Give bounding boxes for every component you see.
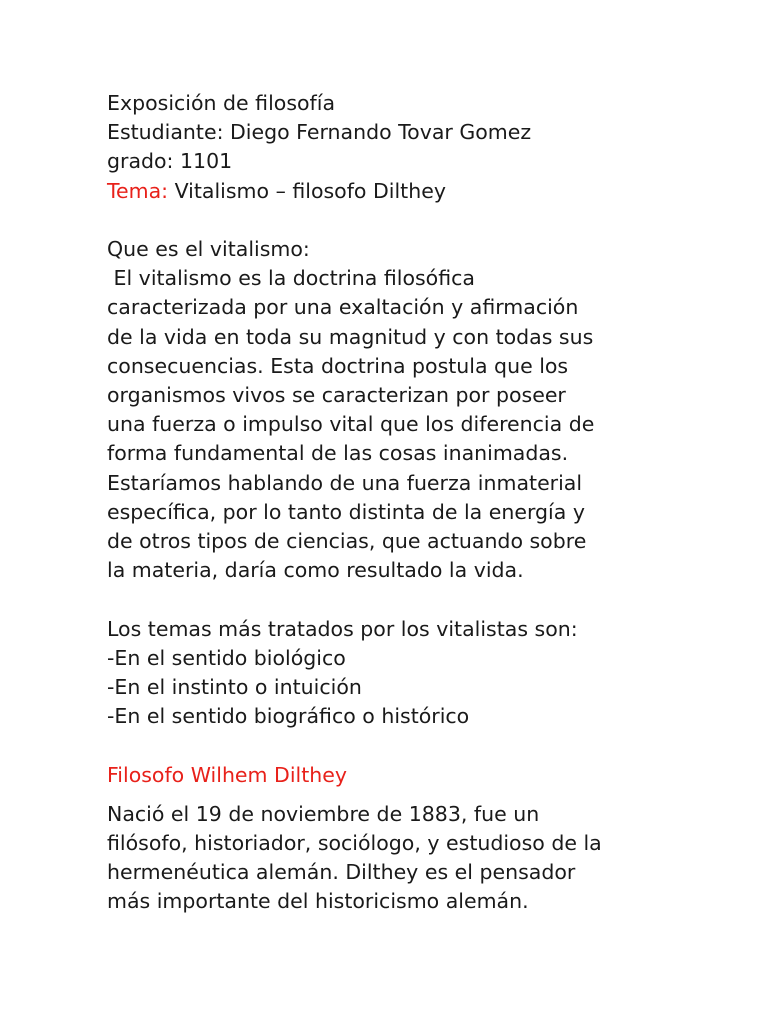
paragraph-line: más importante del historicismo alemán. [107,889,529,914]
paragraph-line: una fuerza o impulso vital que los diferencia de [107,412,595,437]
spacer [107,585,727,614]
paragraph-line: organismos vivos se caracterizan por poseer [107,383,566,408]
list-item: -En el sentido biográfico o histórico [107,704,470,729]
spacer [107,206,727,235]
spacer [107,790,727,800]
paragraph-line: la materia, daría como resultado la vida. [107,558,524,583]
section-vitalism [107,235,727,585]
paragraph-line: de la vida en toda su magnitud y con todas sus [107,324,594,349]
paragraph-line: consecuencias. Esta doctrina postula que los [107,353,569,378]
section-heading-dilthey: Filosofo Wilhem Dilthey [107,762,347,787]
paragraph-line: Nació el 19 de noviembre de 1883, fue un [107,801,540,826]
document-page [107,89,727,917]
document-title: Exposición de filosofía [107,91,336,115]
paragraph-line: de otros tipos de ciencias, que actuando sobre [107,529,587,554]
list-item: -En el sentido biológico [107,645,346,670]
paragraph-line: filósofo, historiador, sociólogo, y estudioso de la [107,831,602,856]
section-heading-vitalism: Que es el vitalismo: [107,237,310,261]
paragraph-line: El vitalismo es la doctrina filosófica [107,266,475,291]
document-header [107,89,727,206]
student-grade: grado: 1101 [107,149,233,174]
topic-line [107,177,727,206]
section-dilthey [107,761,727,917]
paragraph-line: hermenéutica alemán. Dilthey es el pensador [107,860,576,885]
section-topics [107,615,727,732]
spacer [107,731,727,760]
topic-label: Tema: [107,178,169,203]
paragraph-line: Estaríamos hablando de una fuerza inmaterial [107,470,583,495]
student-name: Estudiante: Diego Fernando Tovar Gomez [107,120,532,145]
topic-value: Vitalismo – filosofo Dilthey [168,178,446,203]
vitalism-paragraph [107,264,727,585]
paragraph-line: caracterizada por una exaltación y afirmación [107,295,579,320]
paragraph-line: forma fundamental de las cosas inanimadas. [107,441,569,466]
dilthey-paragraph [107,800,727,917]
list-item: -En el instinto o intuición [107,675,362,700]
section-heading-topics: Los temas más tratados por los vitalistas son: [107,616,578,641]
paragraph-line: específica, por lo tanto distinta de la energía y [107,499,585,524]
